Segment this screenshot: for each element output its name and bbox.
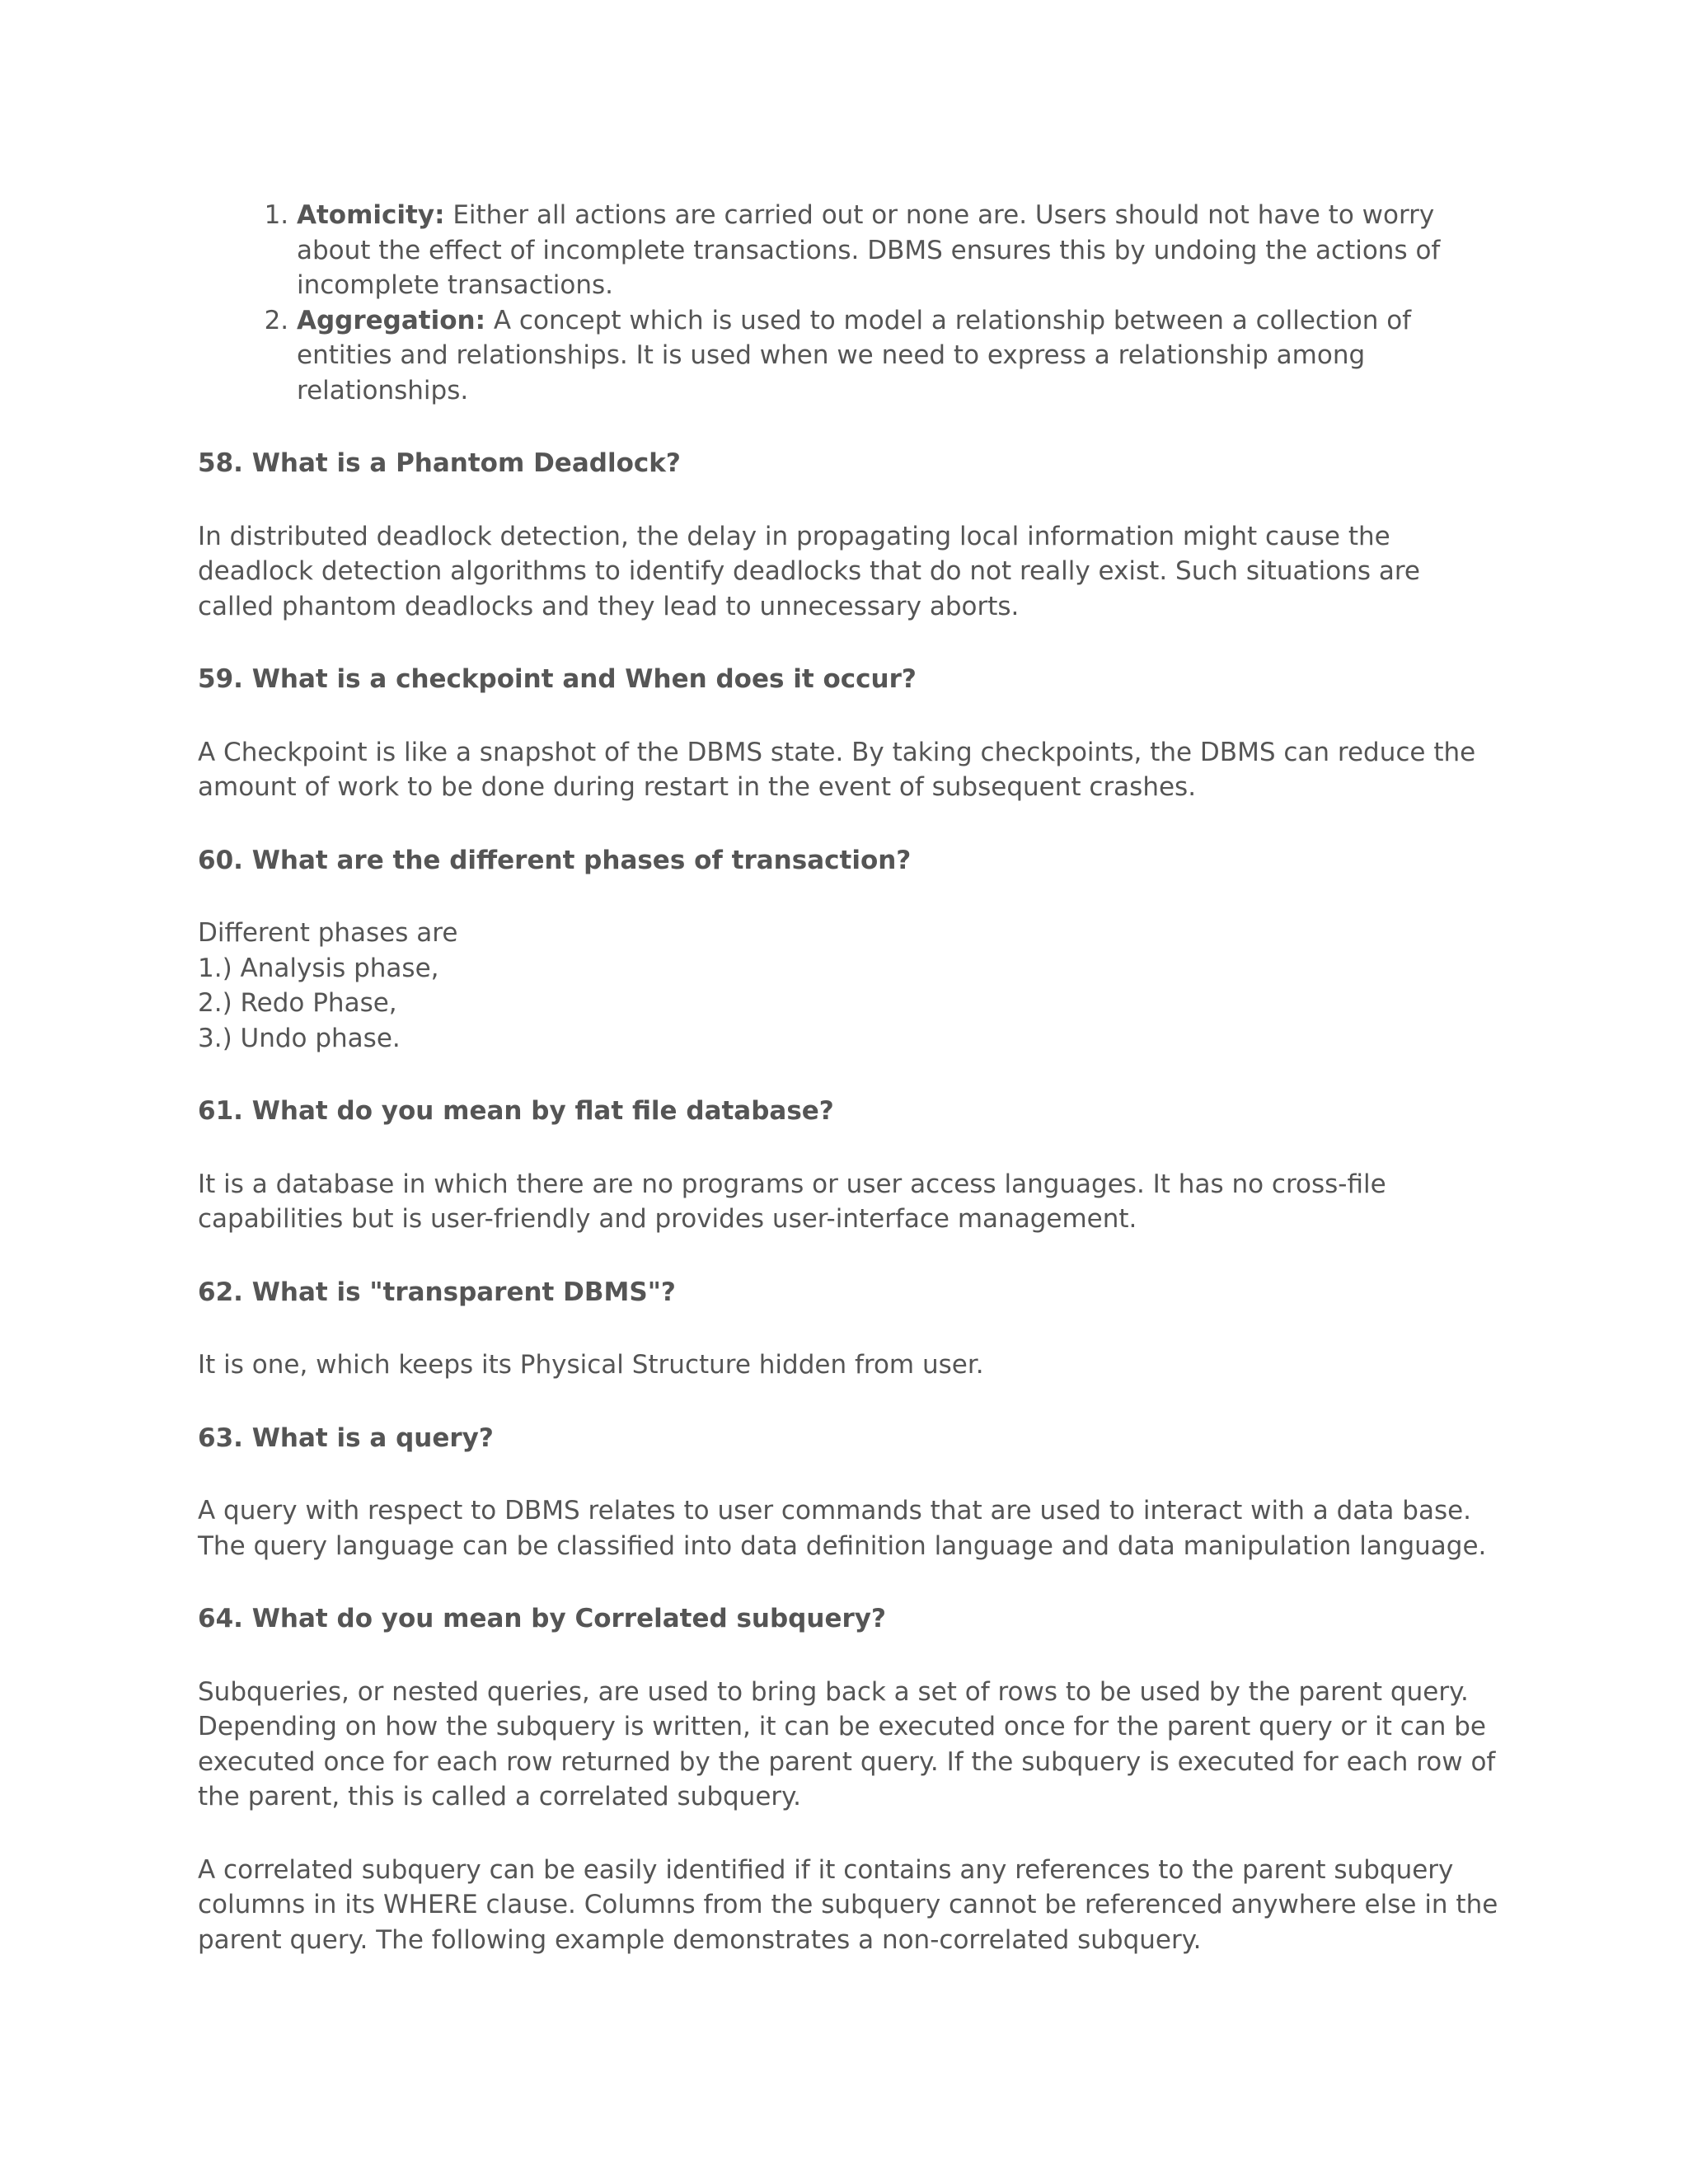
answer-63: A query with respect to DBMS relates to user commands that are used to interact with a data base. The query language can be classified into data definition language and data manipulation language. (198, 1496, 1487, 1561)
question-64: 64. What do you mean by Correlated subquery? (198, 1604, 886, 1633)
answer-62: It is one, which keeps its Physical Structure hidden from user. (198, 1350, 984, 1380)
question-62: 62. What is "transparent DBMS"? (198, 1277, 676, 1307)
definition-aggregation: A concept which is used to model a relationship between a collection of entities and relationships. It is used when we need to express a relationship among relationships. (297, 305, 1412, 405)
question-63: 63. What is a query? (198, 1422, 494, 1453)
question-58: 58. What is a Phantom Deadlock? (198, 448, 681, 478)
answer-58: In distributed deadlock detection, the delay in propagating local information might cause the deadlock detection algorithms to identify deadlocks that do not really exist. Such situations are called phantom deadlocks and they lead to unnecessary aborts. (198, 521, 1420, 621)
answer-64-paragraph-1: Subqueries, or nested queries, are used to bring back a set of rows to be used by the parent query. Depending on how the subquery is written, it can be executed once for the parent query or it can be executed once for each row returned by the parent query. If the subquery is executed for each row of the parent, this is called a correlated subquery. (198, 1676, 1496, 1811)
definition-atomicity: Either all actions are carried out or none are. Users should not have to worry about the effect of incomplete transactions. DBMS ensures this by undoing the actions of incomplete transactions. (297, 200, 1441, 300)
phases-intro: Different phases are (198, 918, 458, 948)
acid-terms-list (198, 198, 1500, 408)
phase-analysis: 1.) Analysis phase, (198, 953, 439, 983)
term-atomicity: Atomicity: (297, 200, 445, 230)
question-59: 59. What is a checkpoint and When does it occur? (198, 664, 917, 694)
term-aggregation: Aggregation: (297, 305, 486, 335)
document-page (198, 198, 1500, 1995)
list-item-atomicity (297, 198, 1500, 303)
answer-64-paragraph-2: A correlated subquery can be easily identified if it contains any references to the parent subquery columns in its WHERE clause. Columns from the subquery cannot be referenced anywhere else in the parent query. The following example demonstrates a non-correlated subquery. (198, 1854, 1498, 1955)
question-61: 61. What do you mean by flat file database? (198, 1096, 834, 1126)
answer-61: It is a database in which there are no programs or user access languages. It has no cross-file capabilities but is user-friendly and provides user-interface management. (198, 1169, 1386, 1234)
answer-59: A Checkpoint is like a snapshot of the DBMS state. By taking checkpoints, the DBMS can reduce the amount of work to be done during restart in the event of subsequent crashes. (198, 737, 1476, 802)
list-item-aggregation (297, 303, 1500, 409)
phase-undo: 3.) Undo phase. (198, 1023, 401, 1053)
answer-60 (198, 916, 1500, 1056)
question-60: 60. What are the different phases of transaction? (198, 845, 912, 875)
phase-redo: 2.) Redo Phase, (198, 988, 397, 1018)
